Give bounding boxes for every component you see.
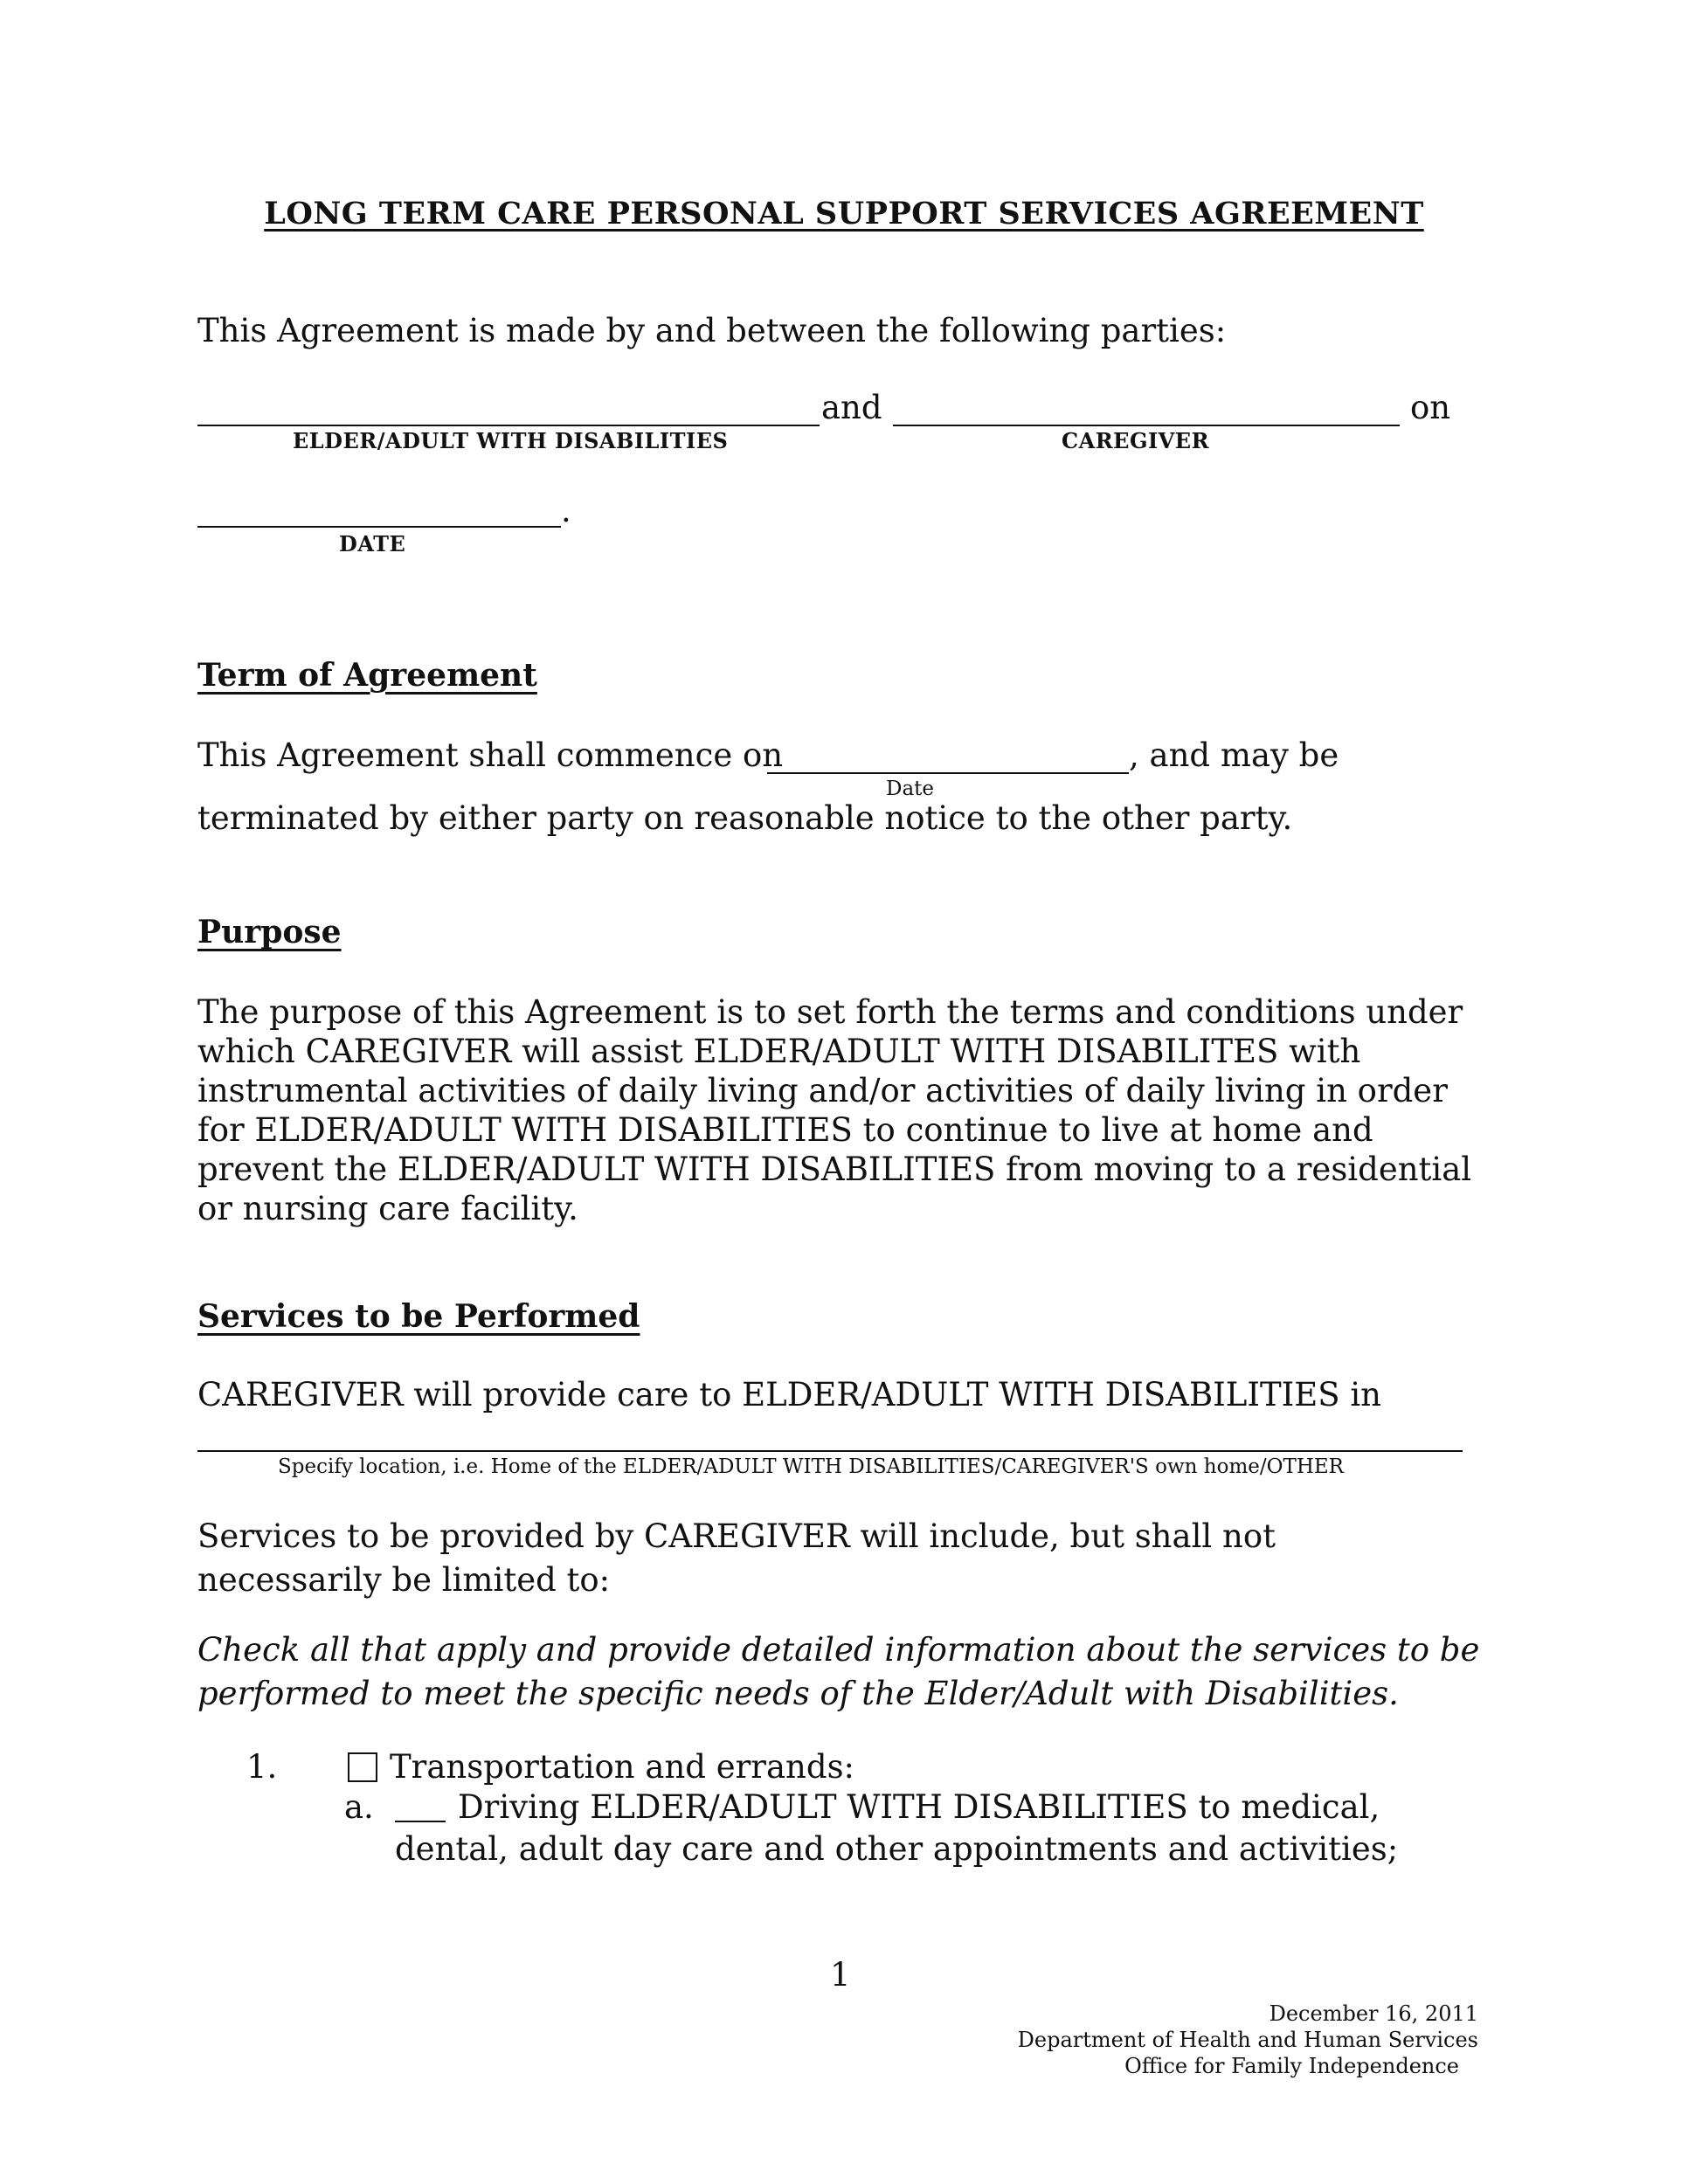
services-instruction-line2: performed to meet the specific needs of the Elder/Adult with Disabilities. (197, 1675, 1399, 1712)
agreement-date-line[interactable] (197, 526, 561, 528)
purpose-heading: Purpose (197, 914, 342, 950)
item-label: Transportation and errands: (390, 1748, 855, 1786)
purpose-line: The purpose of this Agreement is to set forth the terms and conditions under (197, 993, 1463, 1031)
intro-text: This Agreement is made by and between the following parties: (197, 312, 1227, 349)
footer-office: Office for Family Independence (1124, 2054, 1459, 2078)
purpose-line: for ELDER/ADULT WITH DISABILITIES to continue to live at home and (197, 1111, 1373, 1149)
purpose-line: or nursing care facility. (197, 1190, 578, 1227)
term-line2: terminated by either party on reasonable notice to the other party. (197, 799, 1293, 837)
term-line1-start: This Agreement shall commence on (197, 736, 784, 774)
sub-item-line1: Driving ELDER/ADULT WITH DISABILITIES to medical, (458, 1788, 1380, 1826)
services-heading: Services to be Performed (197, 1298, 640, 1335)
commence-date-line[interactable] (767, 772, 1129, 774)
sub-item-check-line[interactable] (395, 1821, 446, 1822)
on-word: on (1410, 389, 1451, 426)
footer-date: December 16, 2011 (1269, 2001, 1478, 2026)
document-title: LONG TERM CARE PERSONAL SUPPORT SERVICES AGREEMENT (264, 196, 1424, 232)
services-location-sentence: CAREGIVER will provide care to ELDER/ADULT WITH DISABILITIES in (197, 1376, 1382, 1413)
elder-label: ELDER/ADULT WITH DISABILITIES (293, 428, 729, 453)
footer-department: Department of Health and Human Services (1017, 2028, 1478, 2052)
caregiver-name-line[interactable] (893, 425, 1400, 426)
date-period: . (561, 492, 571, 529)
item-number: 1. (246, 1748, 278, 1786)
transportation-checkbox[interactable] (348, 1752, 377, 1782)
and-word: and (821, 389, 882, 426)
commence-date-caption: Date (886, 778, 935, 800)
page-number: 1 (830, 1956, 851, 1994)
services-instruction-line1: Check all that apply and provide detailed information about the services to be (197, 1631, 1480, 1669)
services-include-line2: necessarily be limited to: (197, 1561, 611, 1599)
elder-name-line[interactable] (197, 425, 820, 426)
date-label: DATE (339, 531, 406, 556)
purpose-line: prevent the ELDER/ADULT WITH DISABILITIES from moving to a residential (197, 1151, 1472, 1188)
location-line[interactable] (197, 1450, 1463, 1452)
services-include-line1: Services to be provided by CAREGIVER will include, but shall not (197, 1517, 1276, 1555)
caregiver-label: CAREGIVER (1062, 428, 1210, 453)
term-heading: Term of Agreement (197, 657, 537, 694)
purpose-line: instrumental activities of daily living and/or activities of daily living in order (197, 1072, 1448, 1109)
term-line1-end: , and may be (1129, 736, 1339, 774)
sub-item-letter: a. (344, 1788, 374, 1826)
location-caption: Specify location, i.e. Home of the ELDER/ADULT WITH DISABILITIES/CAREGIVER'S own home/OTHER (278, 1455, 1344, 1478)
purpose-line: which CAREGIVER will assist ELDER/ADULT WITH DISABILITES with (197, 1033, 1361, 1070)
sub-item-line2: dental, adult day care and other appointments and activities; (395, 1830, 1399, 1868)
